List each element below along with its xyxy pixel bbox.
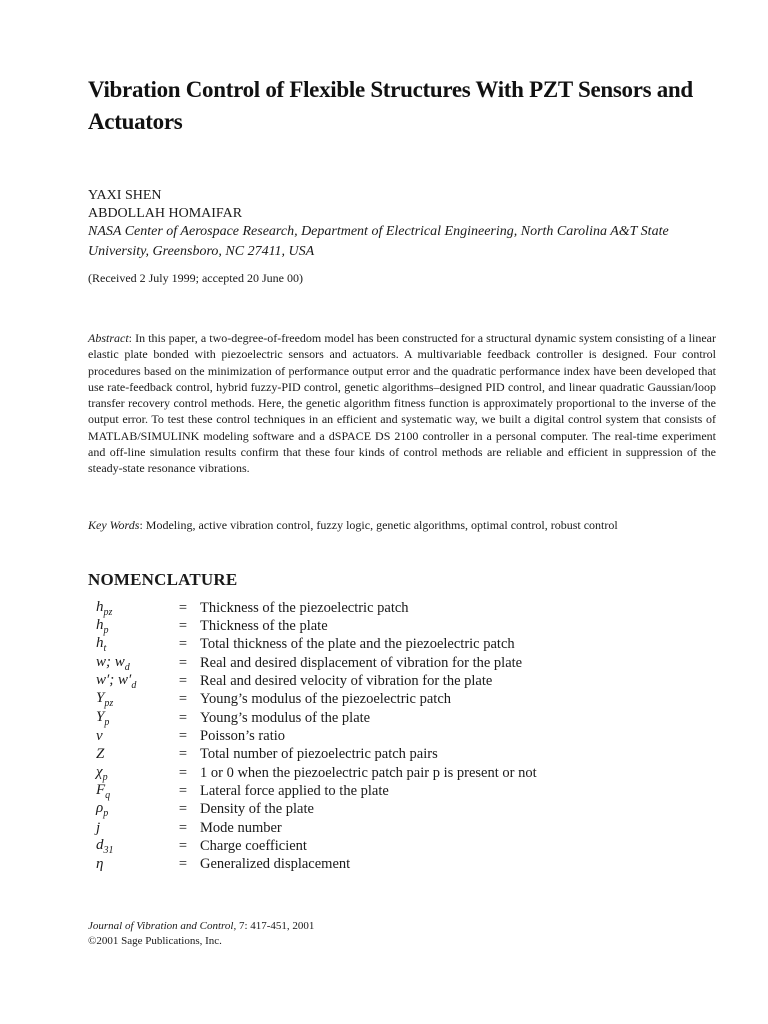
nomenclature-row [96,764,656,782]
nomenclature-equals: = [178,618,188,635]
nomenclature-definition: Thickness of the plate [200,618,328,635]
nomenclature-heading: NOMENCLATURE [88,570,238,589]
nomenclature-row [96,654,656,672]
nomenclature-symbol: j [96,819,101,836]
nomenclature-equals: = [178,783,188,800]
nomenclature-symbol: $\rho_p$ [96,800,109,820]
nomenclature-definition: Poisson’s ratio [200,728,285,745]
nomenclature-equals: = [178,728,188,745]
nomenclature-row [96,727,656,745]
nomenclature-symbol: ν [96,728,103,745]
nomenclature-equals: = [178,819,188,836]
nomenclature-equals: = [178,801,188,818]
nomenclature-definition: Density of the plate [200,801,314,818]
nomenclature-definition: Young’s modulus of the piezoelectric patch [200,691,452,708]
nomenclature-definition: Real and desired velocity of vibration for the plate [200,673,493,690]
keywords-text: Modeling, active vibration control, fuzzy logic, genetic algorithms, optimal control, robust control [145,518,618,532]
nomenclature-row [96,599,656,617]
nomenclature-definition: Generalized displacement [200,856,351,873]
nomenclature-definition: Mode number [200,819,282,836]
nomenclature-equals: = [178,764,188,781]
nomenclature-definition: Total thickness of the plate and the piezoelectric patch [200,636,515,653]
page-footer [88,919,314,949]
paper-title: Vibration Control of Flexible Structures With PZT Sensors and Actuators [88,77,693,134]
nomenclature-equals: = [178,636,188,653]
nomenclature-definition: 1 or 0 when the piezoelectric patch pair p is present or not [200,764,537,781]
nomenclature-row [96,709,656,727]
nomenclature-row [96,819,656,837]
author-name: ABDOLLAH HOMAIFAR [88,206,243,221]
nomenclature-equals: = [178,673,188,690]
nomenclature-symbol: $Y_{pz}$ [96,690,114,710]
nomenclature-row [96,837,656,855]
nomenclature-row [96,746,656,764]
nomenclature-symbol: w′; $w'_d$ [96,672,137,692]
nomenclature-symbol: $d_{31}$ [96,837,114,857]
nomenclature-row [96,801,656,819]
nomenclature-equals: = [178,599,188,616]
nomenclature-equals: = [178,838,188,855]
nomenclature-definition: Thickness of the piezoelectric patch [200,599,409,616]
nomenclature-row [96,691,656,709]
nomenclature-equals: = [178,654,188,671]
copyright-notice: ©2001 Sage Publications, Inc. [88,935,222,947]
nomenclature-row [96,636,656,654]
received-date: (Received 2 July 1999; accepted 20 June 00) [88,271,303,285]
nomenclature-symbol: $Y_p$ [96,708,110,728]
nomenclature-symbol: $h_{pz}$ [96,598,113,618]
author-name: YAXI SHEN [88,188,162,203]
abstract [88,330,716,477]
nomenclature-definition: Real and desired displacement of vibration for the plate [200,654,523,671]
nomenclature-equals: = [178,746,188,763]
nomenclature-definition: Young’s modulus of the plate [200,709,371,726]
abstract-text: In this paper, a two-degree-of-freedom model has been constructed for a structural dynamic system consisting of a linear elastic plate bonded with piezoelectric sensors and actuators. A multivariable feedback controller is designed. Four control procedures based on the minimization of performance output error and the quadratic performance index have been developed that use rate-feedback control, hybrid fuzzy-PID control, genetic algorithms–designed PID control, and linear quadratic Gaussian/loop transfer recovery control methods. Here, the genetic algorithm fitness function is approximately proportional to the inverse of the output error. To test these control techniques in an efficient and systematic way, we built a digital control system that consists of MATLAB/SIMULINK modeling software and a dSPACE DS 2100 controller in a personal computer. The real-time experiment and off-line simulation results confirm that these four kinds of control methods are reliable and efficient in suppression of the steady-state resonance vibrations. [88,331,716,476]
author-affiliation: NASA Center of Aerospace Research, Department of Electrical Engineering, North Carolina A&T State University, Greensboro, NC 27411, USA [88,224,669,259]
journal-volume-pages: 7: 417-451, 2001 [236,920,315,932]
abstract-label: Abstract [88,331,129,345]
nomenclature-symbol: $F_q$ [96,782,111,802]
nomenclature-symbol: $\chi_p$ [96,763,108,783]
nomenclature-row [96,782,656,800]
nomenclature-equals: = [178,709,188,726]
nomenclature-symbol: η [96,856,104,873]
nomenclature-row [96,617,656,635]
nomenclature-equals: = [178,691,188,708]
nomenclature-definition: Charge coefficient [200,838,307,855]
keywords-label: Key Words [88,518,140,532]
nomenclature-symbol: $h_p$ [96,617,109,637]
nomenclature-symbol: $h_t$ [96,635,107,655]
journal-name: Journal of Vibration and Control, [88,920,237,932]
abstract-colon: : [128,331,136,345]
nomenclature-symbol: w; $w_d$ [96,653,130,673]
keywords-colon: : [139,518,146,532]
nomenclature-definition: Lateral force applied to the plate [200,783,389,800]
author-list [88,187,242,223]
nomenclature-equals: = [178,856,188,873]
nomenclature-row [96,672,656,690]
journal-citation [88,919,314,934]
nomenclature-symbol: Z [96,746,105,763]
nomenclature-row [96,856,656,874]
nomenclature-list [96,599,656,874]
keywords [88,518,618,533]
nomenclature-definition: Total number of piezoelectric patch pairs [200,746,438,763]
